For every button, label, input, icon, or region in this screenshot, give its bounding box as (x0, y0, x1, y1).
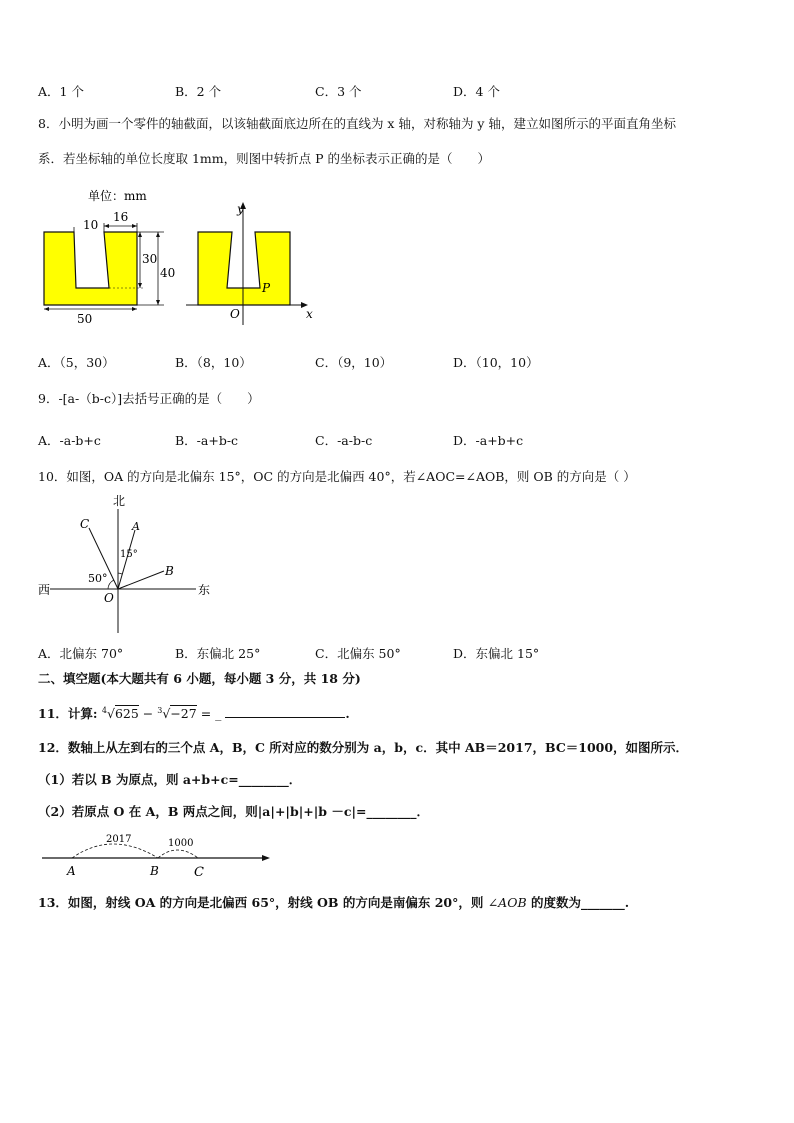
q12-point-c: C (194, 865, 204, 880)
q9-option-b: B．-a+b-c (175, 433, 239, 448)
q10-option-d: D．东偏北 15° (453, 646, 540, 661)
q8-stem-line1: 8．小明为画一个零件的轴截面，以该轴截面底边所在的直线为 x 轴，对称轴为 y 轴，建立如图所示的平面直角坐标 (38, 116, 676, 131)
q7-option-a: A．1 个 (38, 84, 84, 99)
q8-dim-16: 16 (113, 210, 129, 224)
q12-sub1: （1）若以 B 为原点，则 a+b+c=________． (38, 772, 302, 787)
q8-unit-label: 单位：mm (88, 189, 147, 203)
q10-c-label: C (80, 517, 90, 531)
q11-root1-value: 625 (114, 706, 139, 722)
q8-dim-30: 30 (142, 252, 158, 266)
q11-minus: − (142, 706, 154, 722)
q11-root2-index: 3 (157, 706, 163, 715)
q8-x-label: x (306, 307, 313, 321)
q10-b-label: B (165, 564, 174, 578)
q7-option-d: D．4 个 (453, 84, 500, 99)
q11-stem: 11．计算: $^4$√625 − $^3$√−27 = _ . (38, 706, 350, 722)
q9-option-a: A．-a-b+c (38, 433, 101, 448)
q10-stem: 10．如图，OA 的方向是北偏东 15°，OC 的方向是北偏西 40°，若∠AOC=∠AOB，则 OB 的方向是（ ） (38, 469, 636, 484)
q8-part-right (198, 232, 290, 305)
q9-option-d: D．-a+b+c (453, 433, 524, 448)
q8-stem-line2: 系．若坐标轴的单位长度取 1mm，则图中转折点 P 的坐标表示正确的是（ ） (38, 151, 490, 166)
q10-east-label: 东 (198, 583, 211, 597)
q8-option-a: A．（5，30） (38, 355, 115, 370)
q10-angle-15: 15° (120, 549, 138, 560)
q8-dim-10: 10 (83, 218, 99, 232)
q10-option-c: C．北偏东 50° (315, 646, 401, 661)
q11-root2-value: −27 (170, 706, 197, 722)
q12-bc-length: 1000 (168, 838, 194, 849)
q11-dash: _ (215, 706, 222, 722)
q10-figure (36, 493, 216, 638)
q10-north-label: 北 (113, 494, 126, 508)
q13-stem-start: 13．如图，射线 OA 的方向是北偏西 65°，射线 OB 的方向是南偏东 20°，则 (38, 895, 484, 910)
q10-option-b: B．东偏北 25° (175, 646, 261, 661)
q7-option-b: B．2 个 (175, 84, 222, 99)
q8-point-p-label: P (262, 281, 271, 295)
q10-origin-label: O (104, 591, 114, 605)
q11-equals: = (200, 706, 212, 722)
q13-angle: ∠AOB (487, 895, 527, 910)
q8-dim-50: 50 (77, 312, 93, 326)
q9-option-c: C．-a-b-c (315, 433, 373, 448)
q13-stem (38, 895, 629, 911)
q8-option-d: D．（10，10） (453, 355, 539, 370)
q10-angle-50: 50° (88, 572, 108, 585)
q12-number-line (36, 830, 276, 882)
q8-option-c: C．（9，10） (315, 355, 393, 370)
q12-point-a: A (67, 864, 76, 878)
q7-option-c: C．3 个 (315, 84, 362, 99)
section-heading: 二、填空题(本大题共有 6 小题，每小题 3 分，共 18 分) (38, 671, 361, 686)
q12-point-b: B (150, 864, 159, 878)
q10-option-a: A．北偏东 70° (38, 646, 124, 661)
q10-a-label: A (132, 520, 140, 533)
q10-west-label: 西 (38, 583, 51, 597)
q11-answer-blank (225, 705, 345, 718)
q8-part-left (44, 232, 137, 305)
q11-end: . (345, 706, 350, 722)
q9-stem: 9．-[a-（b-c）]去括号正确的是（ ） (38, 391, 260, 406)
q8-y-label: y (237, 202, 244, 216)
q8-dim-40: 40 (160, 266, 176, 280)
q12-ab-length: 2017 (106, 834, 132, 845)
q8-origin-label: O (230, 307, 240, 321)
q12-sub2: （2）若原点 O 在 A，B 两点之间，则|a|+|b|+|b －c|=________． (38, 804, 430, 819)
q8-figure (36, 185, 336, 330)
q12-stem: 12．数轴上从左到右的三个点 A，B，C 所对应的数分别为 a，b，c．其中 AB＝2017，BC＝1000，如图所示． (38, 740, 689, 755)
q13-stem-end: 的度数为_______. (531, 895, 630, 910)
q11-prefix: 11．计算: (38, 706, 98, 722)
q8-option-b: B．（8，10） (175, 355, 252, 370)
q11-root1-index: 4 (101, 706, 107, 715)
